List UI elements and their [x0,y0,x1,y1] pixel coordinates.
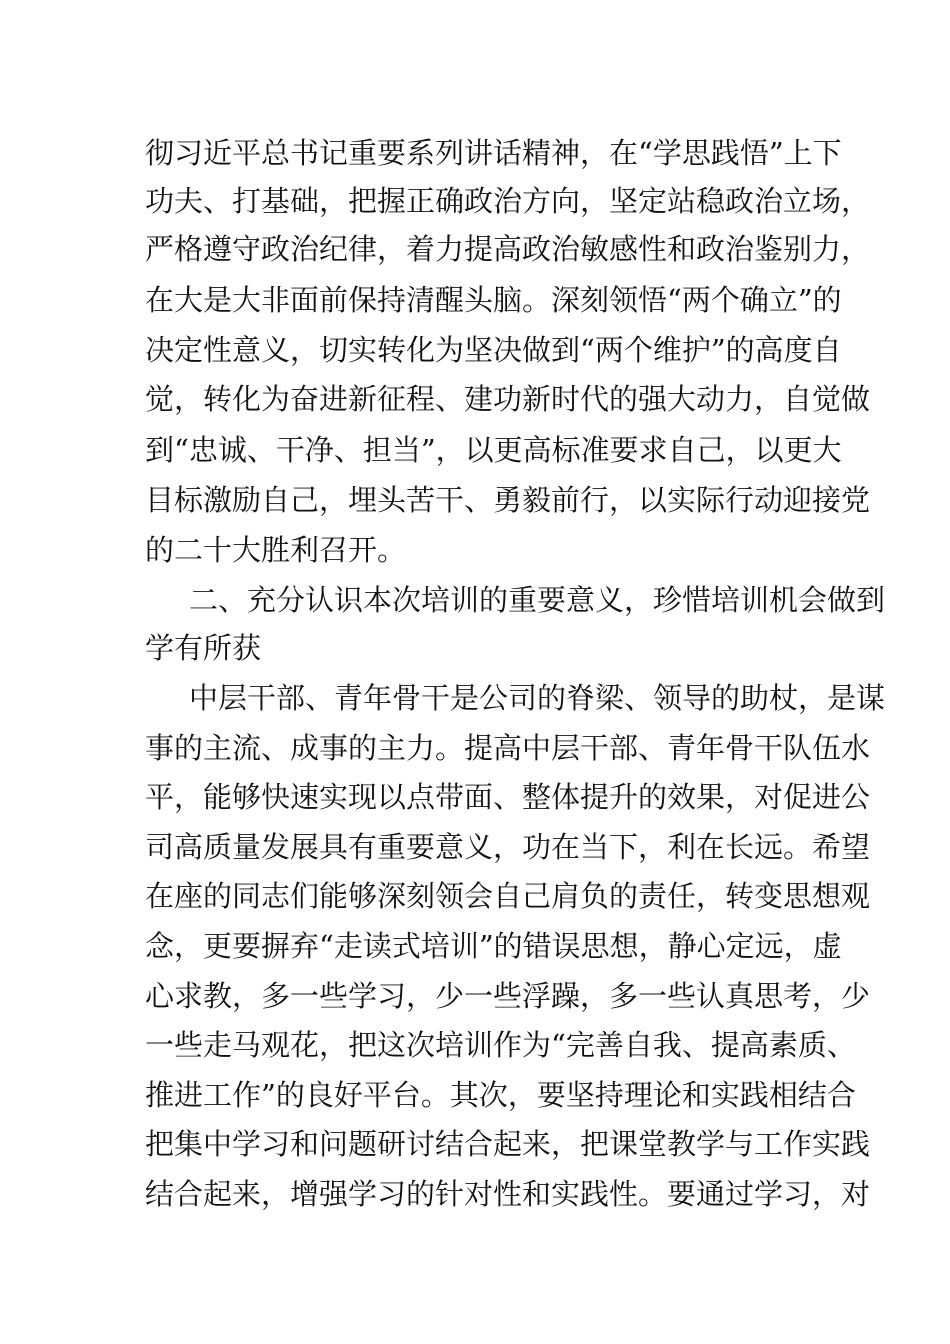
body-text-line: 的二十大胜利召开。 [145,533,407,567]
body-text-line: 把集中学习和问题研讨结合起来，把课堂教学与工作实践 [145,1127,871,1161]
body-text-line: 到“忠诚、干净、担当”，以更高标准要求自己，以更大 [145,433,842,467]
section-heading-line: 学有所获 [145,631,262,665]
body-text-line: 心求教，多一些学习，少一些浮躁，多一些认真思考，少 [145,979,871,1013]
body-text-line: 平，能够快速实现以点带面、整体提升的效果，对促进公 [145,780,871,814]
body-text-line: 中层干部、青年骨干是公司的脊梁、领导的助杖，是谋 [189,681,886,715]
body-text-line: 在大是大非面前保持清醒头脑。深刻领悟“两个确立”的 [145,283,842,317]
body-text-line: 觉，转化为奋进新征程、建功新时代的强大动力，自觉做 [145,382,871,416]
body-text-line: 决定性意义，切实转化为坚决做到“两个维护”的高度自 [145,333,842,367]
body-text-line: 推进工作”的良好平台。其次，要坚持理论和实践相结合 [145,1078,856,1112]
body-text-line: 念，更要摒弃“走读式培训”的错误思想，静心定远，虚 [145,929,842,963]
body-text-line: 司高质量发展具有重要意义，功在当下，利在长远。希望 [145,830,871,864]
body-text-line: 功夫、打基础，把握正确政治方向，坚定站稳政治立场， [145,184,871,218]
body-text-line: 严格遵守政治纪律，着力提高政治敏感性和政治鉴别力， [145,232,871,266]
body-text-line: 目标激励自己，埋头苦干、勇毅前行，以实际行动迎接党 [145,483,871,517]
section-heading-line: 二、充分认识本次培训的重要意义，珍惜培训机会做到 [189,583,886,617]
body-text-line: 事的主流、成事的主力。提高中层干部、青年骨干队伍水 [145,731,871,765]
body-text-line: 彻习近平总书记重要系列讲话精神，在“学思践悟”上下 [145,136,842,170]
body-text-line: 在座的同志们能够深刻领会自己肩负的责任，转变思想观 [145,879,871,913]
body-text-line: 一些走马观花，把这次培训作为“完善自我、提高素质、 [145,1028,856,1062]
body-text-line: 结合起来，增强学习的针对性和实践性。要通过学习，对 [145,1177,871,1211]
